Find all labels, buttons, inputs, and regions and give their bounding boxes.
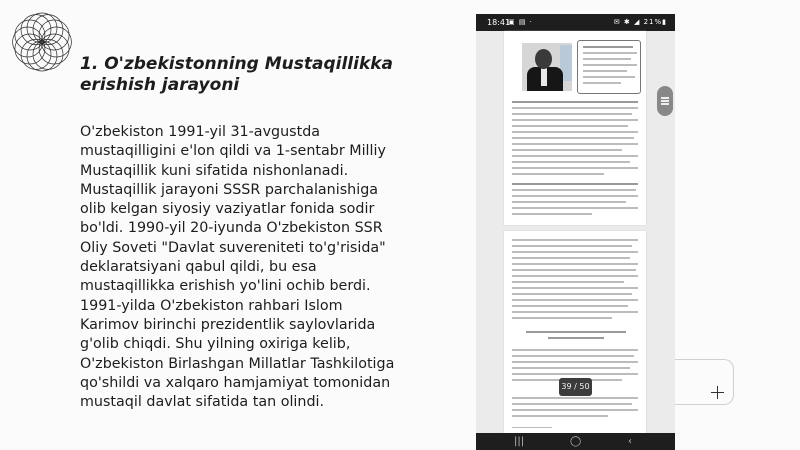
figure-head-shape — [535, 49, 552, 69]
portrait-photo — [522, 43, 572, 91]
document-page — [504, 31, 646, 225]
document-page — [504, 231, 646, 445]
body-line: bo'ldi. 1990-yil 20-iyunda O'zbekiston SSR — [80, 220, 383, 237]
recent-apps-button[interactable]: ||| — [514, 436, 525, 447]
slide-body-text — [80, 123, 430, 412]
body-line: Mustaqillik jarayoni SSSR parchalanishiga — [80, 181, 379, 198]
slide-title-line: erishish jarayoni — [80, 75, 240, 95]
rosette-ornament-icon — [4, 4, 80, 80]
plus-icon — [711, 386, 724, 399]
slide-title — [80, 54, 410, 96]
photo-caption-box — [577, 40, 641, 94]
body-line: Karimov birinchi prezidentlik saylovlarida — [80, 316, 376, 333]
document-viewer[interactable] — [476, 31, 675, 433]
scroll-handle-icon[interactable] — [657, 86, 673, 116]
corner-frame — [675, 359, 734, 405]
body-line: O'zbekiston 1991-yil 31-avgustda — [80, 124, 321, 140]
shirt-shape — [541, 68, 547, 86]
body-line: 1991-yilda O'zbekiston rahbari Islom — [80, 297, 343, 314]
body-line: Mustaqillik kuni sifatida nishonlanadi. — [80, 162, 349, 179]
back-button[interactable]: ‹ — [628, 436, 632, 447]
body-line: O'zbekiston Birlashgan Millatlar Tashkilotiga — [80, 355, 395, 372]
body-line: g'olib chiqdi. Shu yilning oxiriga kelib, — [80, 336, 351, 353]
home-button[interactable]: ◯ — [570, 436, 582, 447]
notification-icons: ▣ ▤ · — [508, 18, 533, 26]
phone-screenshot — [476, 14, 675, 450]
body-line: mustaqilligini e'lon qildi va 1-sentabr Milliy — [80, 143, 386, 160]
body-line: mustaqil davlat sifatida tan olindi. — [80, 394, 325, 411]
slide-title-line: 1. O'zbekistonning Mustaqillikka — [80, 54, 394, 74]
body-line: mustaqillikka erishish yo'lini ochib berdi. — [80, 278, 371, 295]
body-line: Oliy Soveti "Davlat suvereniteti to'g'risida" — [80, 239, 386, 256]
body-line: olib kelgan siyosiy vaziyatlar fonida sodir — [80, 201, 375, 218]
body-line: qo'shildi va xalqaro hamjamiyat tomonidan — [80, 374, 391, 391]
status-time: 18:41 — [487, 18, 511, 27]
page-indicator: 39 / 50 — [559, 378, 592, 396]
battery-status: ✉ ✱ ◢ 21%▮ — [613, 18, 667, 26]
status-bar — [476, 14, 675, 31]
android-nav-bar — [476, 433, 675, 450]
body-line: deklaratsiyani qabul qildi, bu esa — [80, 259, 317, 276]
